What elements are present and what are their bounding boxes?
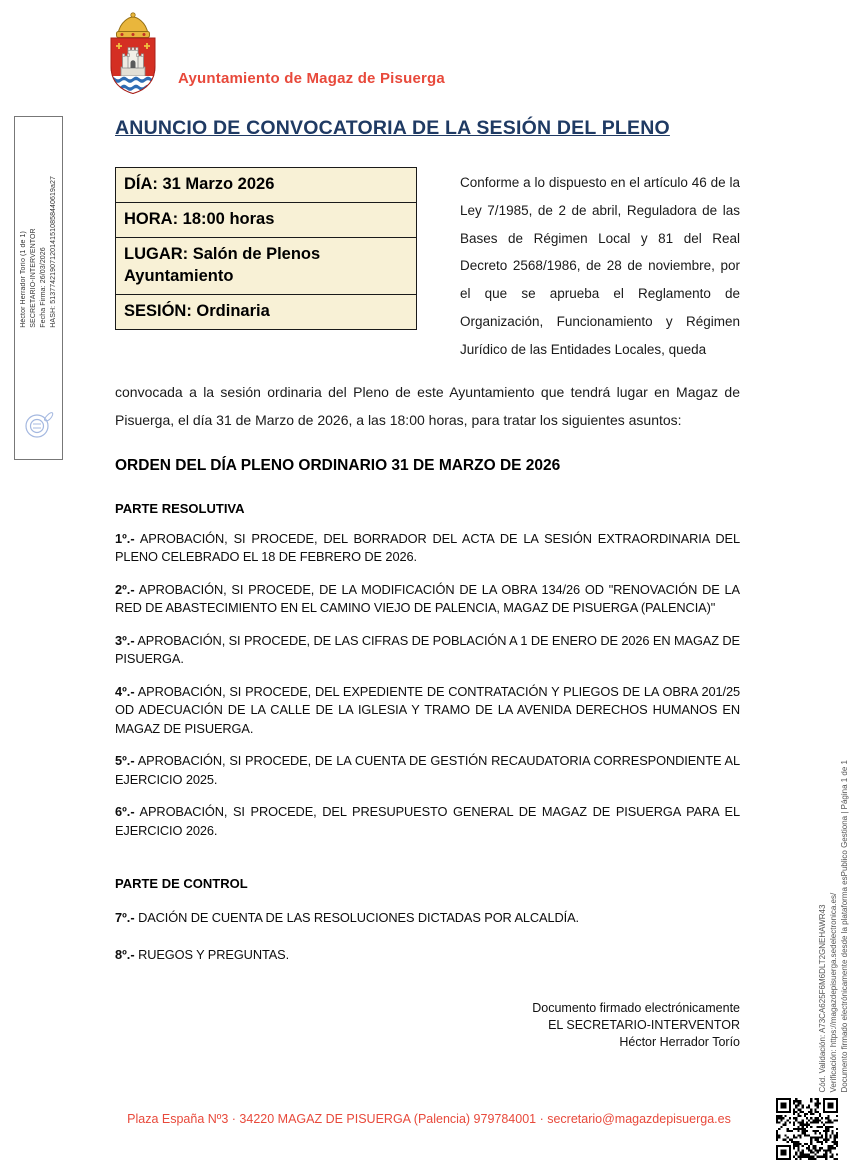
stamp-signer: Héctor Herrador Torío (1 de 1): [19, 231, 27, 328]
qr-code: [776, 1098, 838, 1160]
agenda-item-4: [115, 683, 740, 739]
agenda-heading: ORDEN DEL DÍA PLENO ORDINARIO 31 DE MARZO DE 2026: [115, 456, 561, 474]
item-number: 5º.-: [115, 753, 135, 769]
section-label-control: PARTE DE CONTROL: [115, 876, 248, 892]
platform-note: Documento firmado electrónicamente desde la plataforma esPublico Gestiona | Página 1 de 1: [840, 759, 849, 1092]
signature-stamp-box: [14, 116, 63, 460]
agenda-item-2: [115, 581, 740, 618]
agenda-item-6: [115, 803, 740, 840]
stamp-date: Fecha Firma: 26/03/2026: [39, 247, 47, 328]
signature-role: EL SECRETARIO-INTERVENTOR: [548, 1018, 740, 1033]
item-text: APROBACIÓN, SI PROCEDE, DEL BORRADOR DEL ACTA DE LA SESIÓN EXTRAORDINARIA DEL PLENO CELEBRADO EL 18 DE FEBRERO DE 2026.: [115, 530, 740, 565]
intro-row: [115, 167, 740, 364]
official-seal-icon: [23, 404, 55, 447]
session-info-table: [115, 167, 417, 330]
info-row-hora: HORA: 18:00 horas: [116, 203, 417, 238]
stamp-text: [19, 176, 59, 328]
stamp-hash: HASH: 51377421907120141510858440619a27: [49, 176, 57, 328]
agenda-item-5: [115, 752, 740, 789]
validation-text: [817, 760, 850, 1093]
item-number: 2º.-: [115, 581, 135, 597]
signature-method: Documento firmado electrónicamente: [532, 1001, 740, 1016]
signature-person: Héctor Herrador Torío: [619, 1035, 740, 1050]
item-number: 6º.-: [115, 804, 135, 820]
item-text: APROBACIÓN, SI PROCEDE, DEL PRESUPUESTO GENERAL DE MAGAZ DE PISUERGA PARA EL EJERCICIO 2026.: [115, 804, 740, 838]
item-text: APROBACIÓN, SI PROCEDE, DE LA MODIFICACIÓN DE LA OBRA 134/26 OD "RENOVACIÓN DE LA RED DE ABASTECIMIENTO EN EL CAMINO VIEJO DE PALENCIA, MAGAZ DE PISUERGA (PALENCIA)": [115, 581, 740, 616]
document-body: [115, 0, 740, 1051]
info-row-dia: DÍA: 31 Marzo 2026: [124, 175, 275, 193]
validation-sidebar: [817, 760, 850, 1093]
item-text: APROBACIÓN, SI PROCEDE, DE LA CUENTA DE GESTIÓN RECAUDATORIA CORRESPONDIENTE AL EJERCICIO 2025.: [115, 753, 740, 787]
item-number: 3º.-: [115, 632, 135, 648]
item-number: 4º.-: [115, 683, 135, 699]
signature-block: [115, 1000, 740, 1051]
info-row-lugar: LUGAR: Salón de Plenos Ayuntamiento: [116, 238, 417, 295]
footer-address: Plaza España Nº3 · 34220 MAGAZ DE PISUERGA (Palencia) 979784001 · secretario@magazdepisuerga.es: [127, 1112, 731, 1126]
municipality-name: Ayuntamiento de Magaz de Pisuerga: [178, 70, 445, 87]
item-text: DACIÓN DE CUENTA DE LAS RESOLUCIONES DICTADAS POR ALCALDÍA.: [134, 910, 579, 926]
validation-code: Cód. Validación: A73CA625F6M6DLT2GNEHAWR43: [818, 904, 827, 1092]
item-number: 7º.-: [115, 910, 135, 926]
item-number: 8º.-: [115, 946, 135, 962]
document-title: ANUNCIO DE CONVOCATORIA DE LA SESIÓN DEL PLENO: [115, 117, 670, 139]
agenda-item-3: [115, 632, 740, 669]
stamp-role: SECRETARIO-INTERVENTOR: [29, 228, 37, 328]
legal-intro-paragraph: Conforme a lo dispuesto en el artículo 46 de la Ley 7/1985, de 2 de abril, Reguladora de las Bases de Régimen Local y 81 del Real Decreto 2568/1986, de 28 de noviembre, por el que se aprueba el Reglamento de Organización, Funcionamiento y Régimen Jurídico de las Entidades Locales, queda: [460, 175, 740, 357]
item-text: APROBACIÓN, SI PROCEDE, DEL EXPEDIENTE DE CONTRATACIÓN Y PLIEGOS DE LA OBRA 201/25 OD ADECUACIÓN DE LA CALLE DE LA IGLESIA Y TRAMO DE LA AVENIDA DERECHOS HUMANOS EN MAGAZ DE PISUERGA.: [115, 683, 740, 736]
agenda-item-8: [115, 946, 740, 965]
item-text: APROBACIÓN, SI PROCEDE, DE LAS CIFRAS DE POBLACIÓN A 1 DE ENERO DE 2026 EN MAGAZ DE PISUERGA.: [115, 632, 740, 667]
verification-url: Verificación: https://magazdepisuerga.sedelectronica.es/: [829, 892, 838, 1092]
item-number: 1º.-: [115, 530, 135, 546]
agenda-item-7: [115, 909, 740, 928]
intro-continued-paragraph: convocada a la sesión ordinaria del Pleno de este Ayuntamiento que tendrá lugar en Magaz de Pisuerga, el día 31 de Marzo de 2026, a las 18:00 horas, para tratar los siguientes asuntos:: [115, 383, 740, 429]
item-text: RUEGOS Y PREGUNTAS.: [134, 946, 290, 962]
agenda-item-1: [115, 530, 740, 567]
info-row-sesion: SESIÓN: Ordinaria: [116, 295, 417, 330]
section-label-resolutiva: PARTE RESOLUTIVA: [115, 500, 245, 516]
